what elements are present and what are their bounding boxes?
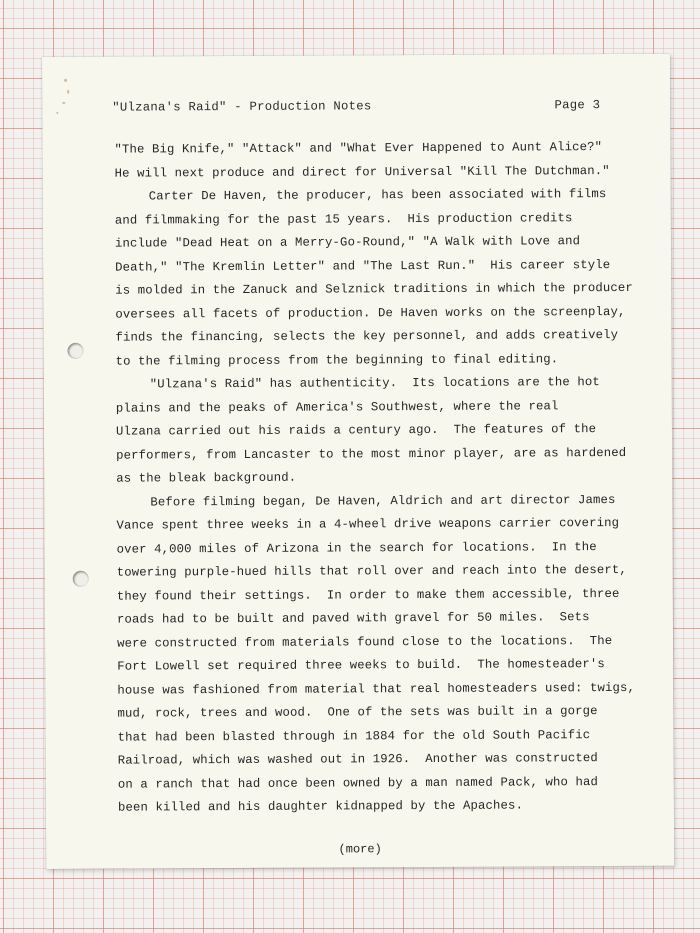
text-line: "The Big Knife," "Attack" and "What Ever Happened to Aunt Alice?" — [114, 140, 603, 157]
text-line: finds the financing, selects the key personnel, and adds creatively — [115, 327, 619, 345]
text-line: Death," "The Kremlin Letter" and "The Last Run." His career style — [115, 257, 611, 275]
text-line: house was fashioned from material that real homesteaders used: twigs, — [117, 680, 636, 698]
text-line: Railroad, which was washed out in 1926. Another was constructed — [117, 751, 598, 768]
paragraph — [115, 183, 656, 374]
text-line: Before filming began, De Haven, Aldrich and art director James — [150, 492, 616, 509]
paper-stain — [67, 90, 69, 94]
paper-stain — [64, 79, 67, 82]
continued-marker: (more) — [338, 842, 382, 857]
text-line: include "Dead Heat on a Merry-Go-Round," "A Walk with Love and — [114, 234, 581, 251]
text-line: and filmmaking for the past 15 years. His production credits — [114, 210, 573, 228]
text-line: Ulzana carried out his raids a century ago. The features of the — [115, 422, 597, 439]
text-line: plains and the peaks of America's Southwest, where the real — [115, 398, 559, 416]
page-number: Page 3 — [554, 98, 601, 113]
text-line: to the filming process from the beginning to final editing. — [115, 351, 559, 369]
text-line: is molded in the Zanuck and Selznick traditions in which the producer — [115, 280, 633, 298]
text-line: they found their settings. In order to make them accessible, three — [116, 586, 620, 604]
text-line: as the bleak background. — [116, 470, 297, 486]
text-line: over 4,000 miles of Arizona in the search for locations. In the — [116, 539, 597, 557]
text-line: towering purple-hued hills that roll over and reach into the desert, — [116, 562, 627, 580]
body-text — [114, 136, 658, 820]
paper-stain — [56, 112, 58, 114]
paragraph — [116, 371, 657, 491]
text-line: Vance spent three weeks in a 4-wheel drive weapons carrier covering — [116, 515, 620, 533]
punch-hole — [67, 343, 83, 359]
text-line: Carter De Haven, the producer, has been associated with films — [148, 187, 607, 204]
text-line: were constructed from materials found close to the locations. The — [117, 633, 613, 651]
text-line: that had been blasted through in 1884 for the old South Pacific — [117, 727, 591, 745]
text-line: on a ranch that had once been owned by a man named Pack, who had — [117, 774, 598, 792]
text-line: performers, from Lancaster to the most minor player, are as hardened — [116, 445, 627, 463]
paper-stain — [62, 102, 65, 104]
paragraph — [116, 488, 658, 820]
text-line: oversees all facets of production. De Haven works on the screenplay, — [115, 304, 626, 322]
document-title: "Ulzana's Raid" - Production Notes — [112, 99, 372, 115]
page-header — [112, 98, 600, 119]
text-line: mud, rock, trees and wood. One of the sets was built in a gorge — [117, 704, 598, 721]
text-line: He will next produce and direct for Universal "Kill The Dutchman." — [114, 163, 610, 181]
paragraph — [114, 136, 654, 186]
text-line: "Ulzana's Raid" has authenticity. Its locations are the hot — [149, 375, 600, 392]
text-line: been killed and his daughter kidnapped by the Apaches. — [117, 798, 524, 815]
text-line: Fort Lowell set required three weeks to build. The homesteader's — [117, 657, 605, 674]
text-line: roads had to be built and paved with gravel for 50 miles. Sets — [116, 610, 590, 627]
punch-hole — [73, 571, 89, 587]
document-page — [42, 54, 674, 869]
